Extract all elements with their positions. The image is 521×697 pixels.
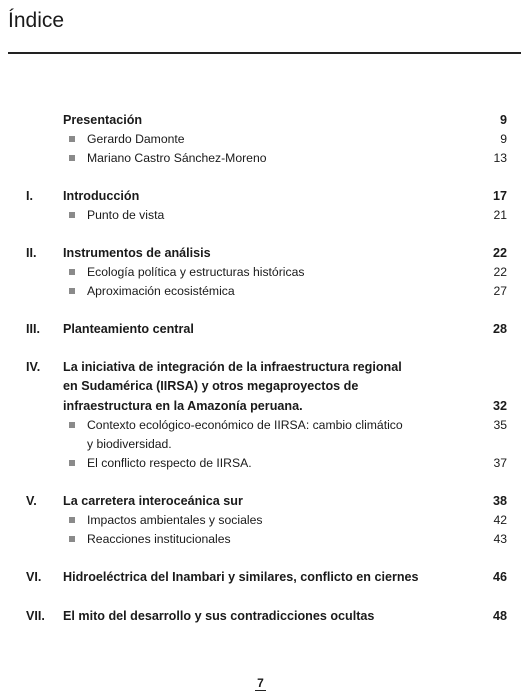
toc-page-number: 13: [493, 151, 507, 165]
square-bullet-icon: [69, 155, 75, 161]
square-bullet-icon: [69, 269, 75, 275]
toc-page-number: 32: [492, 399, 507, 413]
toc-section-title: Planteamiento central: [63, 322, 194, 336]
toc-page-number: 9: [499, 113, 507, 127]
toc-page-number: 43: [493, 532, 507, 546]
page-footer: [0, 676, 521, 690]
toc-section-number: VI.: [26, 570, 42, 584]
toc-section-number: I.: [26, 189, 33, 203]
toc-section-number: VII.: [26, 609, 45, 623]
toc-page-number: 35: [493, 418, 507, 432]
square-bullet-icon: [69, 288, 75, 294]
toc-subentry-title: Gerardo Damonte: [87, 132, 185, 146]
toc-section-number: IV.: [26, 360, 41, 374]
toc-page-number: 22: [493, 265, 507, 279]
toc-entry: [0, 148, 521, 168]
square-bullet-icon: [69, 517, 75, 523]
square-bullet-icon: [69, 422, 75, 428]
page-title: Índice: [8, 9, 65, 32]
toc-subentry-title: Aproximación ecosistémica: [87, 284, 235, 298]
toc-section-number: V.: [26, 494, 37, 508]
toc-subentry-title: El conflicto respecto de IIRSA.: [87, 456, 252, 470]
toc-entry: [0, 186, 521, 206]
toc-page-number: 46: [492, 570, 507, 584]
square-bullet-icon: [69, 536, 75, 542]
toc-section-title: infraestructura en la Amazonía peruana.: [63, 399, 303, 413]
toc-page-number: 38: [492, 494, 507, 508]
toc-page-number: 42: [493, 513, 507, 527]
toc-page-number: 22: [492, 246, 507, 260]
toc-page-number: 37: [493, 456, 507, 470]
toc-section-title: Hidroeléctrica del Inambari y similares, conflicto en ciernes: [63, 570, 419, 584]
toc-entry: [0, 357, 521, 377]
toc-entry: [0, 281, 521, 301]
toc-subentry-title: Punto de vista: [87, 208, 165, 222]
toc-page-number: 27: [493, 284, 507, 298]
toc-entry: [0, 396, 521, 416]
toc-subentry-title: Impactos ambientales y sociales: [87, 513, 263, 527]
toc-section-title: Instrumentos de análisis: [63, 246, 211, 260]
toc-subentry-title: Ecología política y estructuras históricas: [87, 265, 305, 279]
page-number: 7: [257, 676, 264, 690]
square-bullet-icon: [69, 460, 75, 466]
toc-entry: [0, 110, 521, 130]
toc-entry: [0, 606, 521, 626]
toc-section-title: Presentación: [63, 113, 143, 127]
toc-entry: [0, 319, 521, 339]
toc-page-number: 21: [493, 208, 507, 222]
square-bullet-icon: [69, 212, 75, 218]
toc-subentry-title: y biodiversidad.: [87, 437, 172, 451]
toc-section-number: II.: [26, 246, 37, 260]
toc-entry: [0, 129, 521, 149]
square-bullet-icon: [69, 136, 75, 142]
toc-entry: [0, 453, 521, 473]
toc-section-title: en Sudamérica (IIRSA) y otros megaproyectos de: [63, 379, 359, 393]
toc-entry: [0, 434, 521, 454]
toc-section-title: La iniciativa de integración de la infraestructura regional: [63, 360, 402, 374]
toc-entry: [0, 415, 521, 435]
toc-section-title: La carretera interoceánica sur: [63, 494, 243, 508]
toc-entry: [0, 510, 521, 530]
toc-page-number: 17: [492, 189, 507, 203]
toc-entry: [0, 376, 521, 396]
toc-section-title: Introducción: [63, 189, 140, 203]
toc-entry: [0, 243, 521, 263]
toc-entry: [0, 262, 521, 282]
toc-entry: [0, 567, 521, 587]
toc-section-number: III.: [26, 322, 40, 336]
toc-subentry-title: Mariano Castro Sánchez-Moreno: [87, 151, 267, 165]
toc-subentry-title: Contexto ecológico-económico de IIRSA: cambio climático: [87, 418, 403, 432]
toc-entry: [0, 529, 521, 549]
toc-page-number: 9: [500, 132, 507, 146]
toc-entry: [0, 491, 521, 511]
toc-section-title: El mito del desarrollo y sus contradicciones ocultas: [63, 609, 375, 623]
toc-page-number: 28: [492, 322, 507, 336]
toc-page-number: 48: [492, 609, 507, 623]
toc-entry: [0, 205, 521, 225]
toc-subentry-title: Reacciones institucionales: [87, 532, 231, 546]
